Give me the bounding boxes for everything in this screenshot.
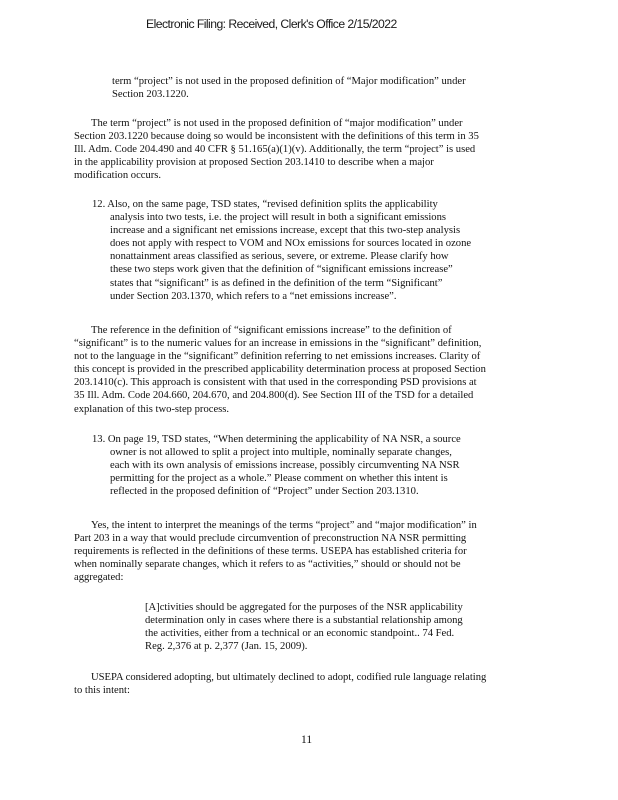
text-line: Part 203 in a way that would preclude circumvention of preconstruction NA NSR permitting	[74, 533, 467, 545]
text-line: increase and a significant net emissions increase, except that this two-step analysis	[110, 225, 461, 237]
paragraph-continuation	[112, 75, 466, 101]
text-line: aggregated:	[74, 572, 124, 584]
text-line: 35 Ill. Adm. Code 204.660, 204.670, and 204.800(d). See Section III of the TSD for a detailed	[74, 390, 474, 402]
text-line: USEPA considered adopting, but ultimately declined to adopt, codified rule language relating	[91, 672, 487, 683]
text-line: nonattainment areas classified as serious, severe, or extreme. Please clarify how	[110, 251, 449, 263]
text-line: Ill. Adm. Code 204.490 and 40 CFR § 51.165(a)(1)(v). Additionally, the term “project” is used	[74, 144, 476, 156]
text-line: modification occurs.	[74, 170, 162, 182]
text-line: [A]ctivities should be aggregated for the purposes of the NSR applicability	[145, 602, 463, 613]
text-line: states that “significant” is as defined in the definition of the term “Significant”	[110, 277, 443, 289]
text-line: analysis into two tests, i.e. the project will result in both a significant emissions	[110, 212, 447, 224]
question-item-13	[92, 433, 461, 498]
text-line: 12. Also, on the same page, TSD states, “revised definition splits the applicability	[92, 199, 438, 210]
text-line: these two steps work given that the definition of “significant emissions increase”	[110, 264, 453, 276]
text-line: 13. On page 19, TSD states, “When determining the applicability of NA NSR, a source	[92, 434, 461, 445]
text-line: permitting for the project as a whole.” Please comment on whether this intent is	[110, 473, 448, 485]
block-quote	[145, 601, 463, 653]
text-line: in the applicability provision at proposed Section 203.1410 to describe when a major	[74, 157, 434, 169]
text-line: when nominally separate changes, which it refers to as “activities,” should or should not be	[74, 559, 461, 571]
text-line: determination only in cases where there is a substantial relationship among	[145, 615, 463, 627]
text-line: each with its own analysis of emissions increase, possibly circumventing NA NSR	[110, 460, 460, 472]
answer-paragraph	[74, 117, 479, 182]
text-line: explanation of this two-step process.	[74, 403, 230, 415]
text-line: owner is not allowed to split a project into multiple, nominally separate changes,	[110, 447, 452, 459]
text-line: this concept is provided in the prescribed applicability determination process at proposed Section	[74, 364, 486, 376]
text-line: does not apply with respect to VOM and NOx emissions for sources located in ozone	[110, 238, 472, 250]
answer-paragraph	[74, 519, 477, 584]
text-line: under Section 203.1370, which refers to a “net emissions increase”.	[110, 290, 397, 302]
text-line: to this intent:	[74, 685, 130, 697]
text-line: Section 203.1220.	[112, 89, 189, 101]
text-line: requirements is reflected in the definitions of these terms. USEPA has established criteria for	[74, 546, 467, 558]
answer-paragraph	[74, 324, 486, 416]
filing-stamp-header: Electronic Filing: Received, Clerk's Office 2/15/2022	[146, 17, 397, 31]
text-line: The term “project” is not used in the proposed definition of “major modification” under	[91, 118, 463, 129]
text-line: term “project” is not used in the proposed definition of “Major modification” under	[112, 76, 466, 87]
text-line: Section 203.1220 because doing so would be inconsistent with the definitions of this term in 35	[74, 131, 479, 143]
text-line: “significant” is to the numeric values for an increase in emissions in the “significant” definition,	[74, 338, 482, 350]
text-line: the activities, either from a technical or an economic standpoint.. 74 Fed.	[145, 628, 455, 640]
answer-paragraph	[74, 671, 486, 697]
question-item-12	[92, 198, 471, 303]
text-line: Reg. 2,376 at p. 2,377 (Jan. 15, 2009).	[145, 641, 308, 653]
text-line: 203.1410(c). This approach is consistent with that used in the corresponding PSD provisions at	[74, 377, 477, 389]
text-line: not to the language in the “significant” definition referring to net emissions increases. Clarity of	[74, 351, 481, 363]
page-number: 11	[301, 734, 313, 746]
text-line: reflected in the proposed definition of “Project” under Section 203.1310.	[110, 486, 419, 498]
text-line: Yes, the intent to interpret the meanings of the terms “project” and “major modification” in	[91, 520, 477, 531]
text-line: The reference in the definition of “significant emissions increase” to the definition of	[91, 325, 452, 336]
